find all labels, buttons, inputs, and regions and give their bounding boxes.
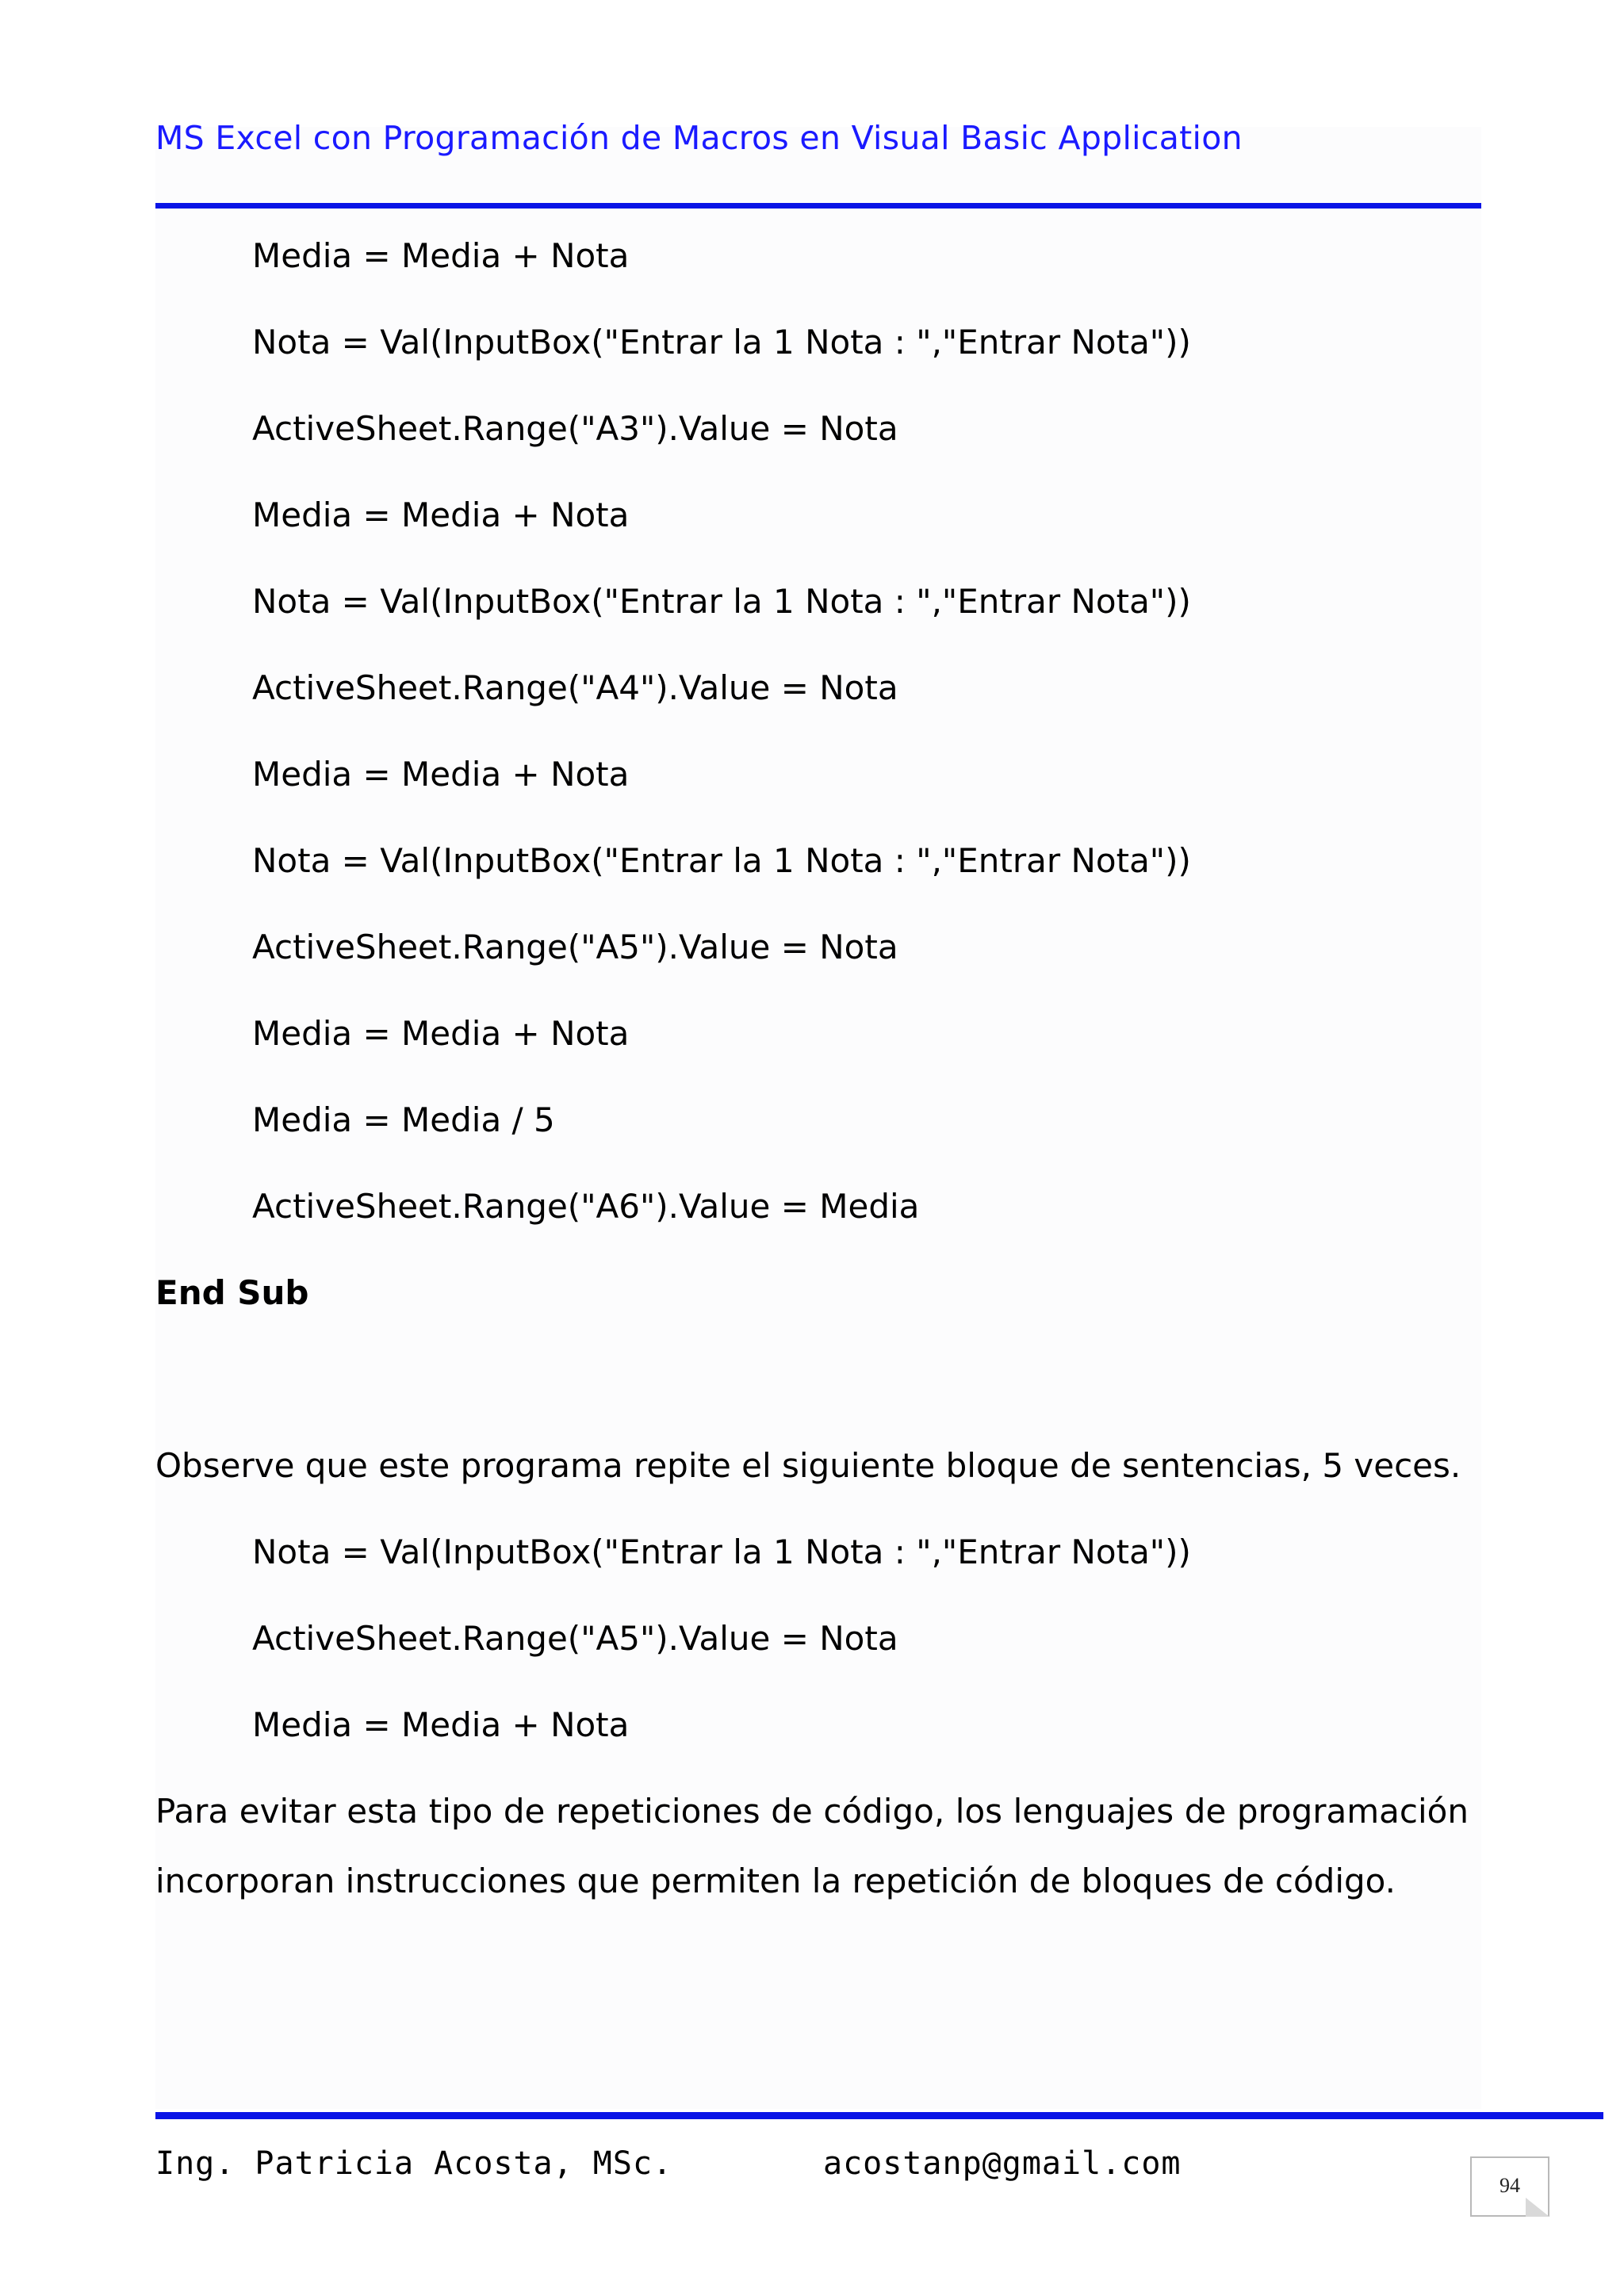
document-header-title: MS Excel con Programación de Macros en Visual Basic Application bbox=[155, 119, 1243, 157]
footer-email: acostanp@gmail.com bbox=[823, 2145, 1182, 2182]
footer-author: Ing. Patricia Acosta, MSc. bbox=[155, 2145, 673, 2182]
code-line: Media = Media + Nota bbox=[252, 755, 630, 794]
code-line: ActiveSheet.Range("A5").Value = Nota bbox=[252, 1619, 898, 1658]
page-curl-icon bbox=[1526, 2198, 1549, 2217]
code-line: ActiveSheet.Range("A6").Value = Media bbox=[252, 1187, 920, 1226]
page-number-badge bbox=[1470, 2156, 1549, 2217]
page-number: 94 bbox=[1500, 2174, 1520, 2197]
code-line: ActiveSheet.Range("A3").Value = Nota bbox=[252, 409, 898, 448]
code-line: Media = Media + Nota bbox=[252, 1705, 630, 1744]
code-line: Nota = Val(InputBox("Entrar la 1 Nota : ","Entrar Nota")) bbox=[252, 323, 1191, 362]
code-line: Media = Media + Nota bbox=[252, 236, 630, 275]
footer-divider bbox=[155, 2112, 1603, 2119]
code-line: Nota = Val(InputBox("Entrar la 1 Nota : ","Entrar Nota")) bbox=[252, 582, 1191, 621]
code-line: Nota = Val(InputBox("Entrar la 1 Nota : ","Entrar Nota")) bbox=[252, 841, 1191, 880]
code-line: Media = Media + Nota bbox=[252, 1014, 630, 1053]
code-line: ActiveSheet.Range("A5").Value = Nota bbox=[252, 928, 898, 966]
paragraph-line-1: Para evitar esta tipo de repeticiones de código, los lenguajes de programación bbox=[155, 1792, 1469, 1831]
header-divider bbox=[155, 203, 1481, 209]
code-line: ActiveSheet.Range("A4").Value = Nota bbox=[252, 668, 898, 707]
end-sub-statement: End Sub bbox=[155, 1273, 309, 1312]
code-line: Nota = Val(InputBox("Entrar la 1 Nota : ","Entrar Nota")) bbox=[252, 1533, 1191, 1571]
paragraph-line-2: incorporan instrucciones que permiten la repetición de bloques de código. bbox=[155, 1862, 1396, 1900]
code-line: Media = Media / 5 bbox=[252, 1100, 555, 1139]
observation-text: Observe que este programa repite el siguiente bloque de sentencias, 5 veces. bbox=[155, 1446, 1461, 1485]
code-line: Media = Media + Nota bbox=[252, 496, 630, 534]
